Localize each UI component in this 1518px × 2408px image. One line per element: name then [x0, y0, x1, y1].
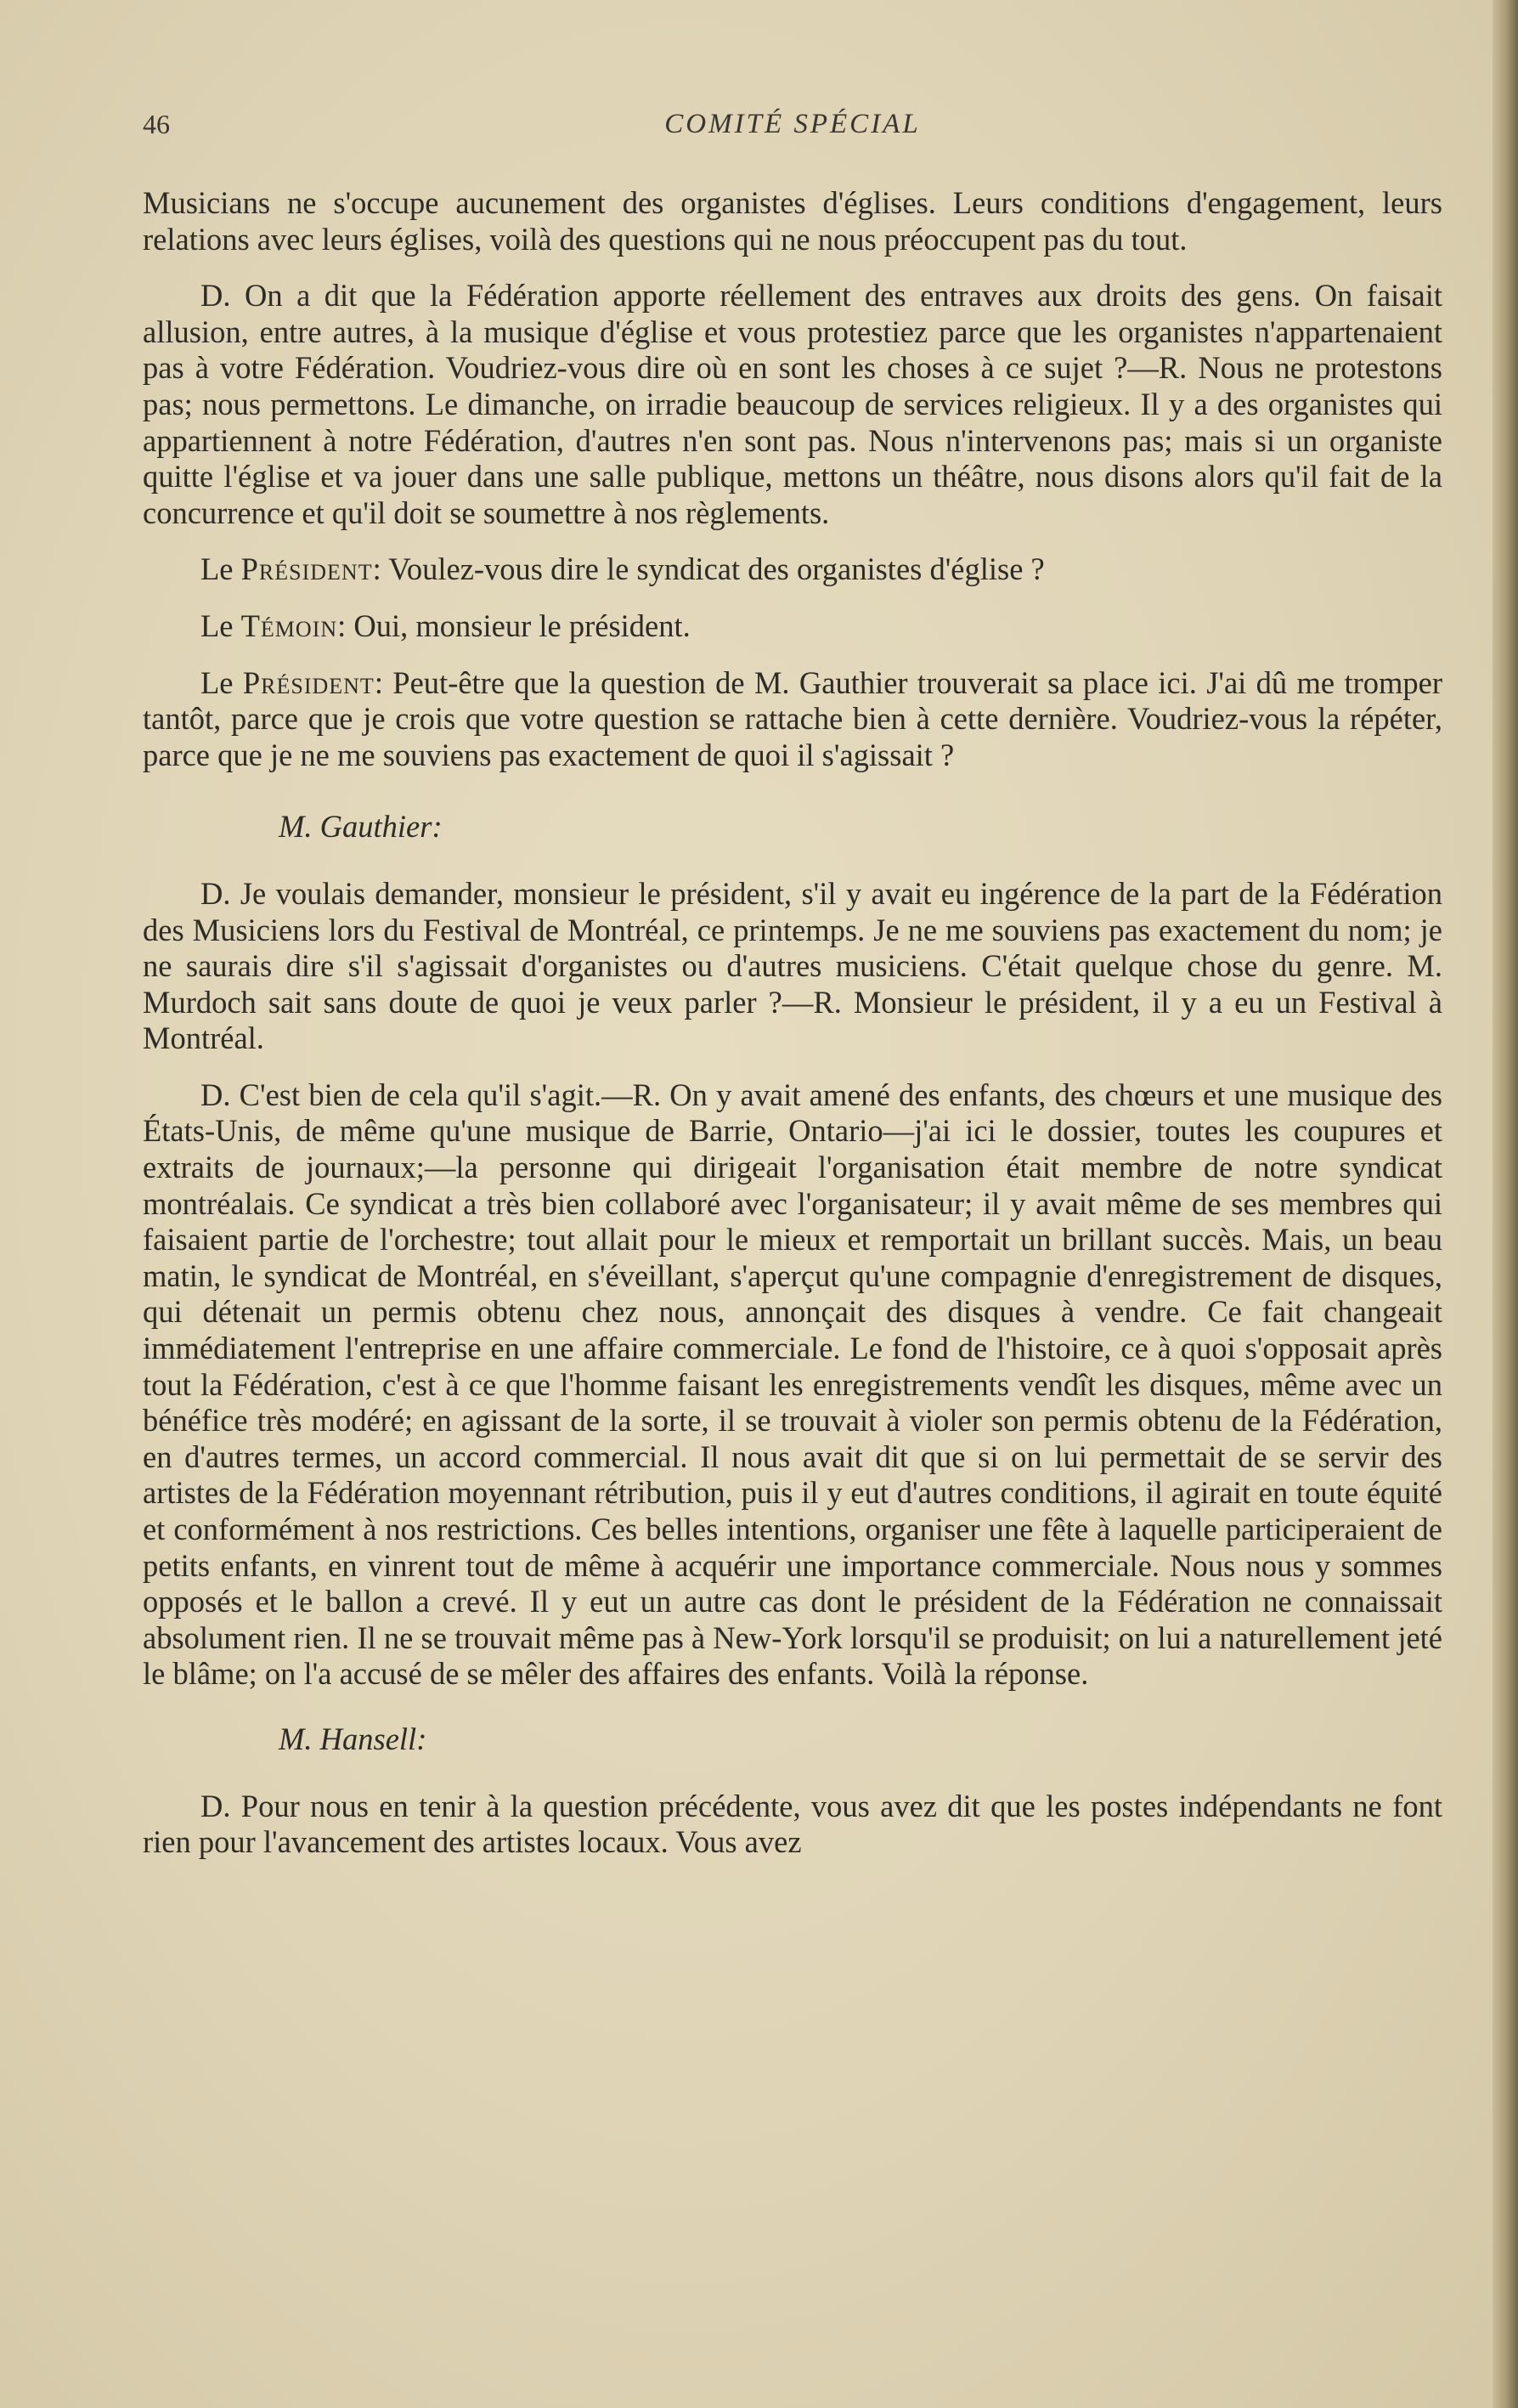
- page-binding-edge: [1493, 0, 1518, 2408]
- speaker-label-witness: Témoin: [240, 608, 338, 643]
- prefix: Le: [200, 664, 243, 700]
- page-header: [143, 109, 1442, 151]
- page-body: [143, 185, 1442, 1881]
- speaker-label-president: Président: [242, 664, 375, 700]
- speech-text: : Peut-être que la question de M. Gauthier trouverait sa place ici. J'ai dû me tromper tantôt, parce que je crois que votre question se rattache bien à cette dernière. Voudriez-vous la répéter, parce que je ne me souviens pas exactement de quoi il s'agissait ?: [143, 664, 1442, 772]
- paragraph-6: D. Je voulais demander, monsieur le président, s'il y avait eu ingérence de la part de la Fédération des Musiciens lors du Festival de Montréal, ce printemps. Je ne me souviens pas exactement du nom; je ne saurais dire s'il s'agissait d'organistes ou d'autres musiciens. C'était quelque chose du genre. M. Murdoch sait sans doute de quoi je veux parler ?—R. Monsieur le président, il y a eu un Festival à Montréal.: [143, 875, 1442, 1056]
- prefix: Le: [200, 551, 241, 587]
- speaker-heading-gauthier: M. Gauthier:: [279, 809, 443, 845]
- paragraph-1: Musicians ne s'occupe aucunement des organistes d'églises. Leurs conditions d'engagement, leurs relations avec leurs églises, voilà des questions qui ne nous préoccupent pas du tout.: [143, 185, 1442, 257]
- speech-text: : Oui, monsieur le président.: [337, 608, 691, 643]
- paragraph-8: D. Pour nous en tenir à la question précédente, vous avez dit que les postes indépendants ne font rien pour l'avancement des artistes locaux. Vous avez: [143, 1788, 1442, 1860]
- prefix: Le: [200, 608, 241, 643]
- speaker-heading-hansell: M. Hansell:: [279, 1721, 427, 1756]
- speech-text: : Voulez-vous dire le syndicat des organistes d'église ?: [372, 551, 1045, 587]
- page-number: 46: [143, 109, 170, 139]
- paragraph-2: D. On a dit que la Fédération apporte réellement des entraves aux droits des gens. On faisait allusion, entre autres, à la musique d'église et vous protestiez parce que les organistes n'appartenaient pas à votre Fédération. Voudriez-vous dire où en sont les choses à ce sujet ?—R. Nous ne protestons pas; nous permettons. Le dimanche, on irradie beaucoup de services religieux. Il y a des organistes qui appartiennent à notre Fédération, d'autres n'en sont pas. Nous n'intervenons pas; mais si un organiste quitte l'église et va jouer dans une salle publique, mettons un théâtre, nous disons alors qu'il fait de la concurrence et qu'il doit se soumettre à nos règlements.: [143, 278, 1442, 530]
- paragraph-7: D. C'est bien de cela qu'il s'agit.—R. On y avait amené des enfants, des chœurs et une musique des États-Unis, de même qu'une musique de Barrie, Ontario—j'ai ici le dossier, toutes les coupures et extraits de journaux;—la personne qui dirigeait l'organisation était membre de notre syndicat montréalais. Ce syndicat a très bien collaboré avec l'organisateur; il y avait même de ses membres qui faisaient partie de l'orchestre; tout allait pour le mieux et remportait un brillant succès. Mais, un beau matin, le syndicat de Montréal, en s'éveillant, s'aperçut qu'une compagnie d'enregistrement de disques, qui détenait un permis obtenu chez nous, annonçait des disques à vendre. Ce fait changeait immédiatement l'entreprise en une affaire commerciale. Le fond de l'histoire, ce à quoi s'opposait après tout la Fédération, c'est à ce que l'homme faisant les enregistrements vendît les disques, même avec un bénéfice très modéré; en agissant de la sorte, il se trouvait à violer son permis obtenu de la Fédération, en d'autres termes, un accord commercial. Il nous avait dit que si on lui permettait de se servir des artistes de la Fédération moyennant rétribution, puis il y eut d'autres conditions, il agirait en toute équité et conformément à nos restrictions. Ces belles intentions, organiser une fête à laquelle participeraient de petits enfants, en vinrent tout de même à acquérir une importance commerciale. Nous nous y sommes opposés et le ballon a crevé. Il y eut un autre cas dont le président de la Fédération ne connaissait absolument rien. Il ne se trouvait même pas à New-York lorsqu'il se produisit; on lui a naturellement jeté le blâme; on l'a accusé de se mêler des affaires des enfants. Voilà la réponse.: [143, 1077, 1442, 1692]
- paragraph-5: [143, 665, 1442, 774]
- paragraph-4: [143, 608, 1442, 645]
- speaker-label-president: Président: [240, 551, 373, 587]
- paragraph-3: [143, 551, 1442, 588]
- running-title: COMITÉ SPÉCIAL: [664, 109, 921, 139]
